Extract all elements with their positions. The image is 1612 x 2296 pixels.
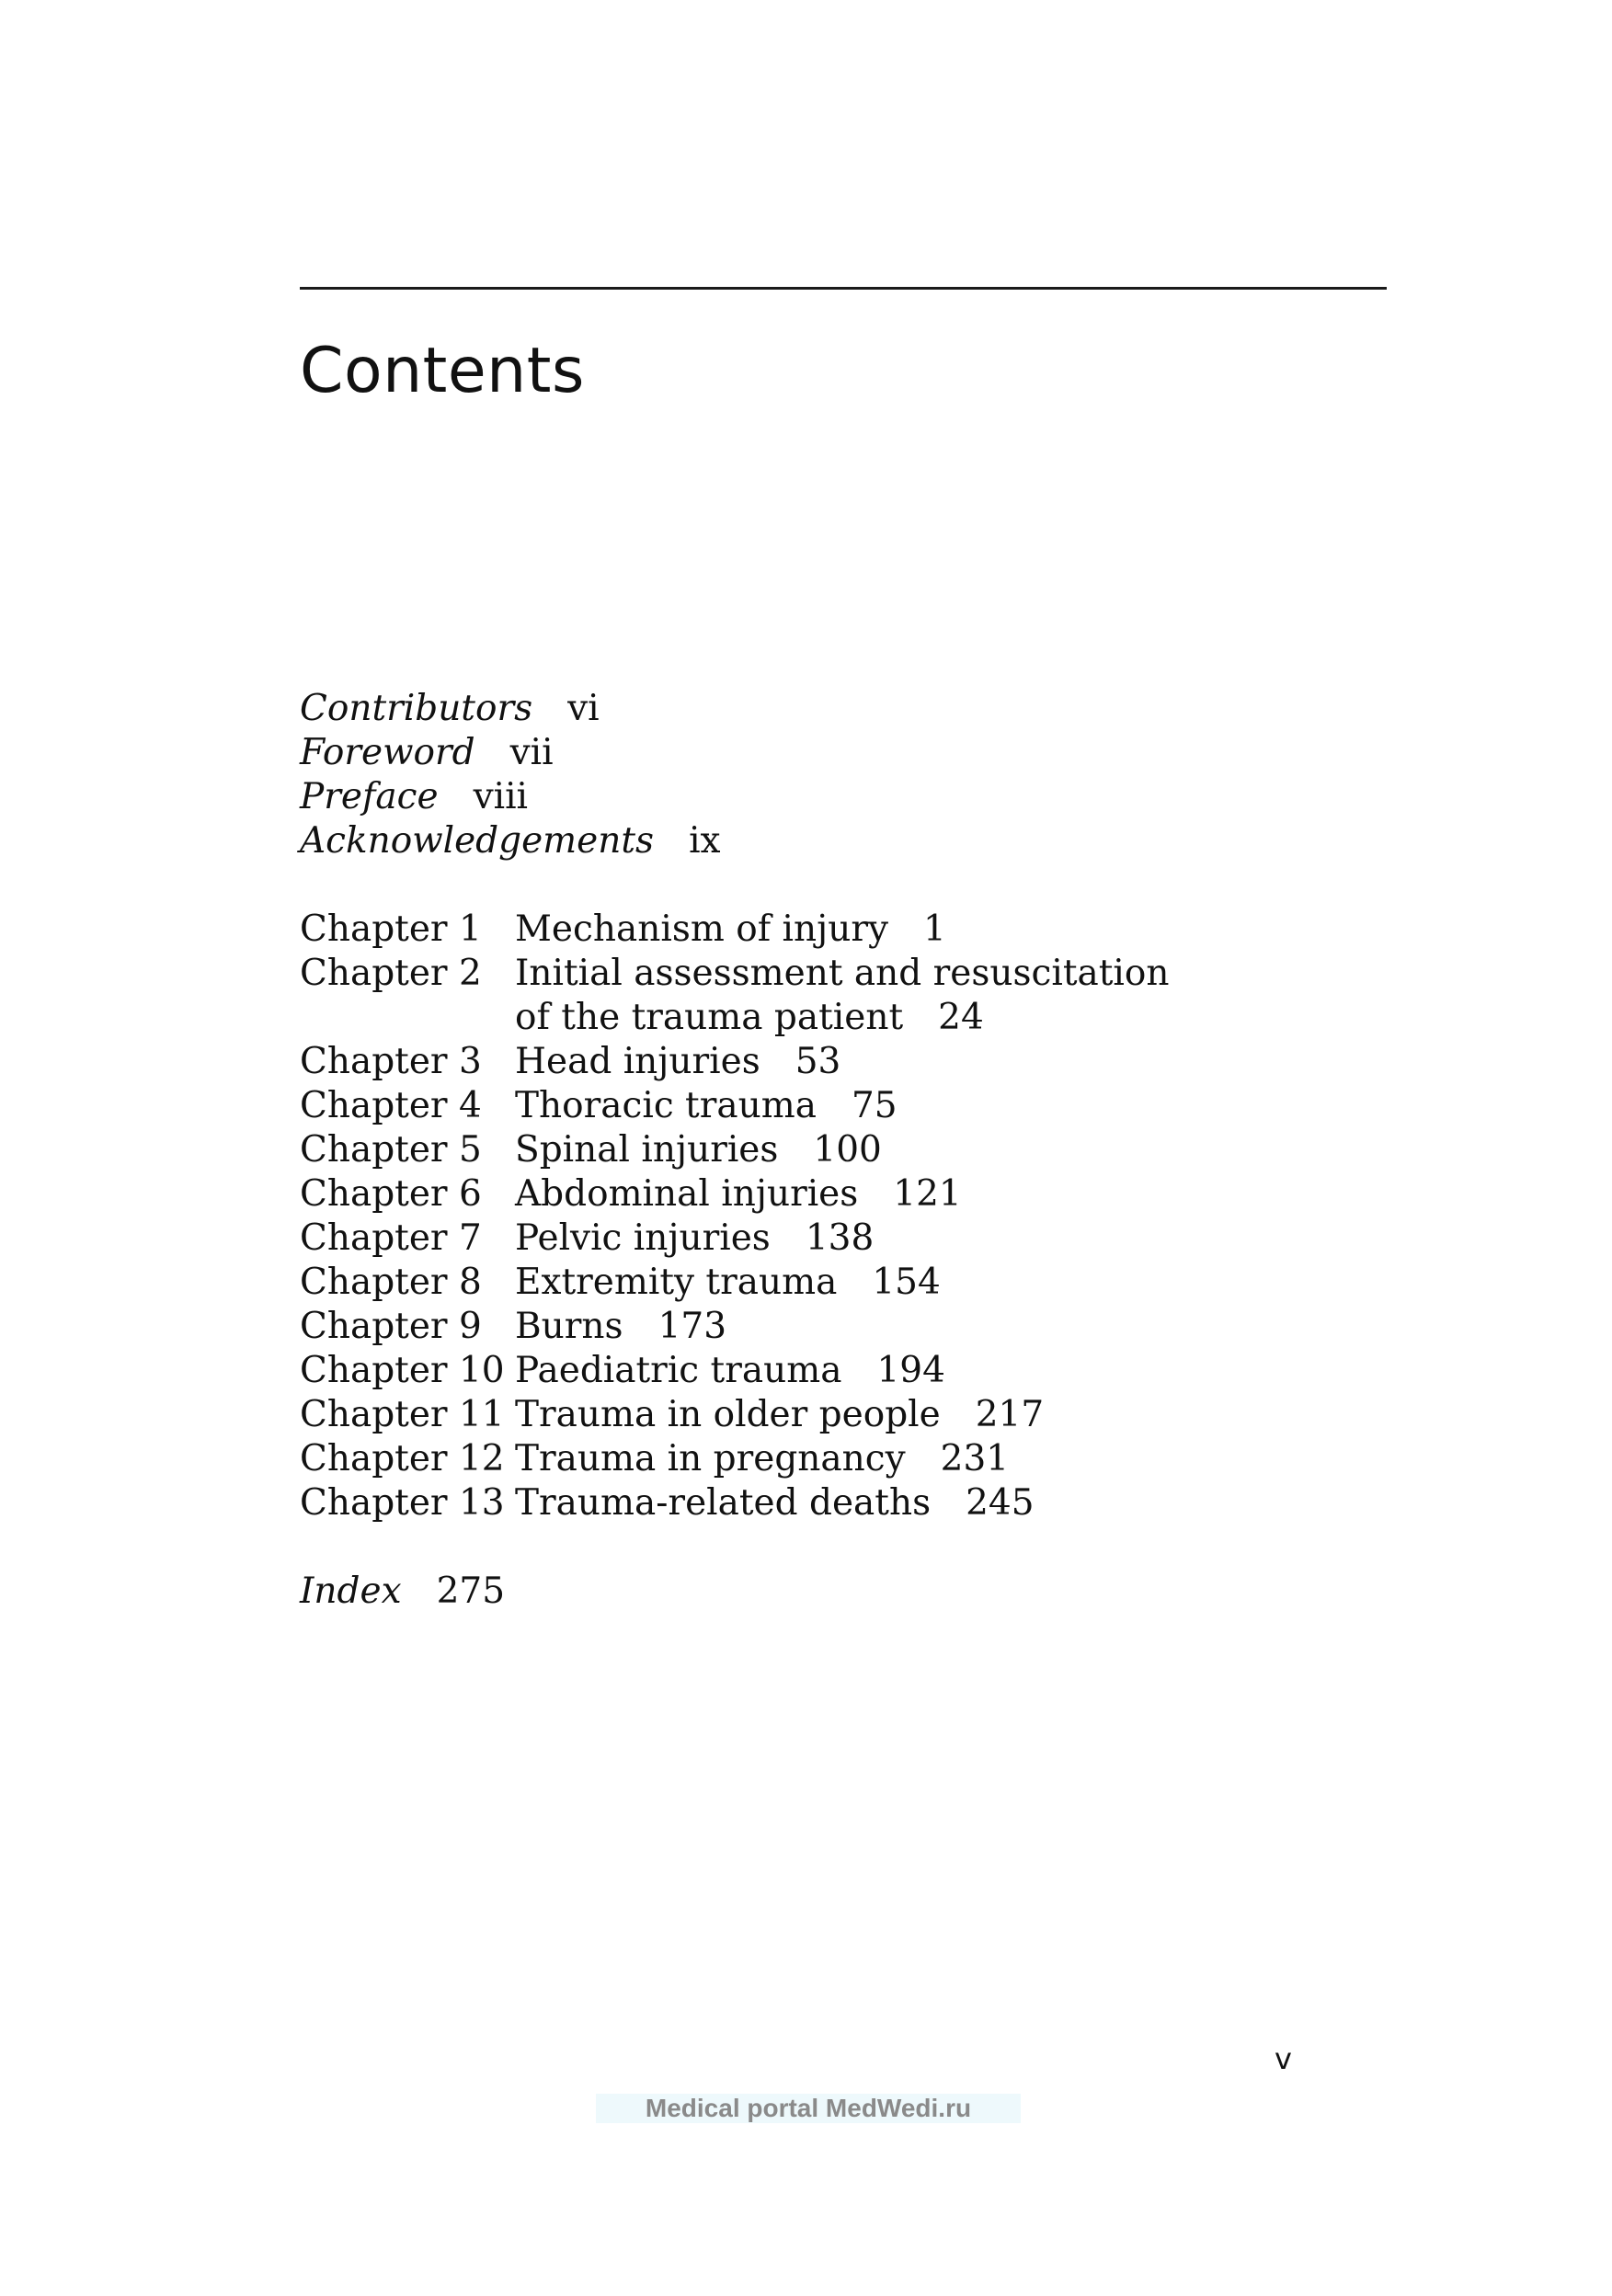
page-number: v [1275,2041,1292,2076]
chapter-number: Chapter 3 [300,1041,482,1082]
chapter-title: Extremity trauma [515,1262,838,1303]
chapter-list [300,908,1214,1525]
chapter-page: 154 [872,1262,941,1303]
chapter-number: Chapter 11 [300,1394,505,1435]
chapter-row-12[interactable] [300,1437,1214,1481]
chapter-number: Chapter 12 [300,1438,505,1479]
chapter-page: 75 [851,1085,897,1126]
front-matter-list [300,687,1214,863]
chapter-number: Chapter 7 [300,1217,482,1259]
chapter-row-6[interactable] [300,1172,1214,1217]
chapter-page: 100 [813,1129,882,1171]
chapter-row-13[interactable] [300,1481,1214,1525]
chapter-row-10[interactable] [300,1349,1214,1393]
chapter-row-5[interactable] [300,1128,1214,1172]
chapter-page: 121 [893,1173,962,1215]
front-matter-label: Contributors [300,688,533,729]
chapter-page: 138 [805,1217,875,1259]
watermark-text: Medical portal MedWedi.ru [645,2094,972,2122]
chapter-title: Mechanism of injury [515,908,888,950]
chapter-title: Initial assessment and resuscitation of the trauma patient [515,953,1170,1038]
front-matter-page: vii [509,732,554,773]
header-rule [300,287,1387,290]
chapter-number: Chapter 1 [300,908,482,950]
chapter-row-11[interactable] [300,1393,1214,1437]
chapter-row-4[interactable] [300,1084,1214,1128]
front-matter-page: viii [473,776,529,817]
chapter-title: Head injuries [515,1041,760,1082]
chapter-title: Trauma in older people [515,1394,941,1435]
front-matter-page: vi [567,688,600,729]
chapter-title: Spinal injuries [515,1129,779,1171]
chapter-number: Chapter 13 [300,1482,505,1524]
chapter-title: Pelvic injuries [515,1217,771,1259]
chapter-page: 231 [940,1438,1010,1479]
chapter-page: 53 [795,1041,841,1082]
chapter-row-2[interactable] [300,952,1214,1040]
front-matter-item-foreword[interactable] [300,731,1214,775]
front-matter-item-contributors[interactable] [300,687,1214,731]
chapter-row-1[interactable] [300,908,1214,952]
chapter-page: 1 [923,908,946,950]
chapter-row-9[interactable] [300,1305,1214,1349]
chapter-title: Paediatric trauma [515,1350,842,1391]
front-matter-label: Acknowledgements [300,820,655,862]
chapter-number: Chapter 2 [300,953,482,994]
page-title: Contents [300,335,585,407]
front-matter-item-acknowledgements[interactable] [300,819,1214,863]
front-matter-label: Foreword [300,732,475,773]
chapter-title: Thoracic trauma [515,1085,817,1126]
chapter-page: 194 [876,1350,945,1391]
chapter-number: Chapter 4 [300,1085,482,1126]
front-matter-label: Preface [300,776,439,817]
chapter-page: 245 [966,1482,1035,1524]
table-of-contents [300,687,1214,1614]
chapter-number: Chapter 8 [300,1262,482,1303]
chapter-row-8[interactable] [300,1261,1214,1305]
front-matter-page: ix [689,820,721,862]
chapter-number: Chapter 9 [300,1306,482,1347]
chapter-row-3[interactable] [300,1040,1214,1084]
index-entry[interactable] [300,1570,1214,1614]
chapter-number: Chapter 5 [300,1129,482,1171]
chapter-number: Chapter 10 [300,1350,505,1391]
chapter-title: Trauma-related deaths [515,1482,932,1524]
chapter-title: Abdominal injuries [515,1173,859,1215]
chapter-page: 173 [657,1306,727,1347]
chapter-page: 24 [938,997,984,1038]
chapter-title: Burns [515,1306,623,1347]
index-page: 275 [436,1571,506,1612]
index-label: Index [300,1571,402,1612]
front-matter-item-preface[interactable] [300,775,1214,819]
chapter-number: Chapter 6 [300,1173,482,1215]
chapter-page: 217 [975,1394,1045,1435]
chapter-row-7[interactable] [300,1217,1214,1261]
watermark-banner [596,2094,1021,2123]
chapter-title: Trauma in pregnancy [515,1438,906,1479]
